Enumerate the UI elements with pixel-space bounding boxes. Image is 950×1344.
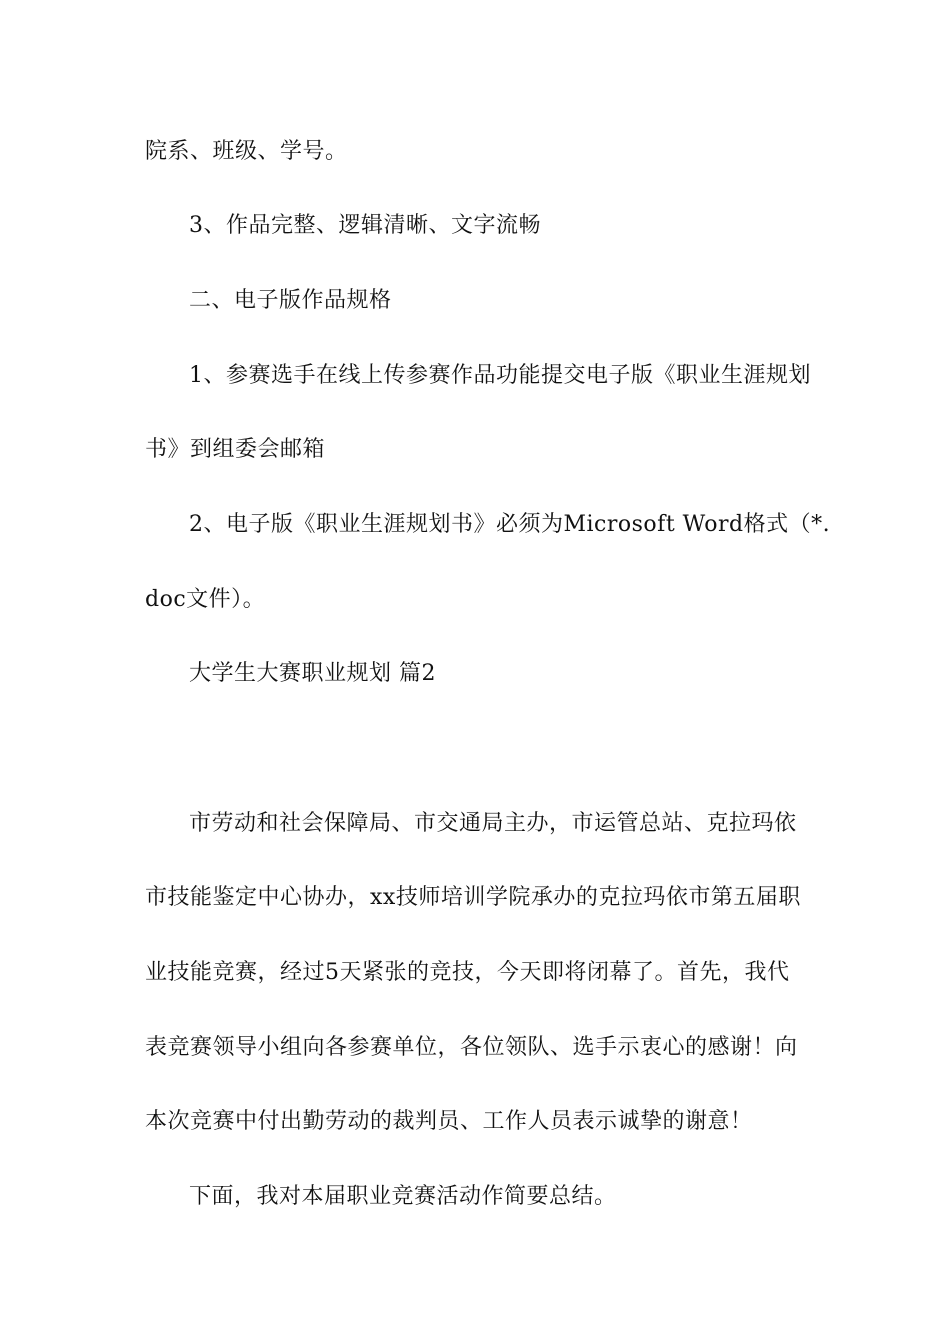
text-line-college-class-id: 院系、班级、学号。 — [145, 139, 348, 164]
text-line-spec-1: 1、参赛选手在线上传参赛作品功能提交电子版《职业生涯规划 — [189, 363, 811, 388]
paragraph-line-1: 市劳动和社会保障局、市交通局主办，市运管总站、克拉玛依 — [189, 811, 797, 836]
text-line-spec-1-cont: 书》到组委会邮箱 — [145, 437, 326, 462]
section-heading-electronic-spec: 二、电子版作品规格 — [189, 288, 392, 313]
text-line-requirement-3: 3、作品完整、逻辑清晰、文字流畅 — [189, 213, 541, 238]
paragraph-line-4: 表竞赛领导小组向各参赛单位，各位领队、选手示衷心的感谢！向 — [145, 1035, 798, 1060]
paragraph-line-5: 本次竞赛中付出勤劳动的裁判员、工作人员表示诚挚的谢意！ — [145, 1109, 753, 1134]
paragraph-line-2: 市技能鉴定中心协办，xx技师培训学院承办的克拉玛依市第五届职 — [145, 885, 801, 910]
text-line-spec-2-cont: doc文件）。 — [145, 587, 266, 612]
text-line-spec-2: 2、电子版《职业生涯规划书》必须为Microsoft Word格式（*. — [189, 512, 831, 537]
paragraph-summary-intro: 下面，我对本届职业竞赛活动作简要总结。 — [189, 1184, 617, 1209]
article-heading-part-2: 大学生大赛职业规划 篇2 — [189, 661, 436, 686]
paragraph-line-3: 业技能竞赛，经过5天紧张的竞技，今天即将闭幕了。首先，我代 — [145, 960, 790, 985]
